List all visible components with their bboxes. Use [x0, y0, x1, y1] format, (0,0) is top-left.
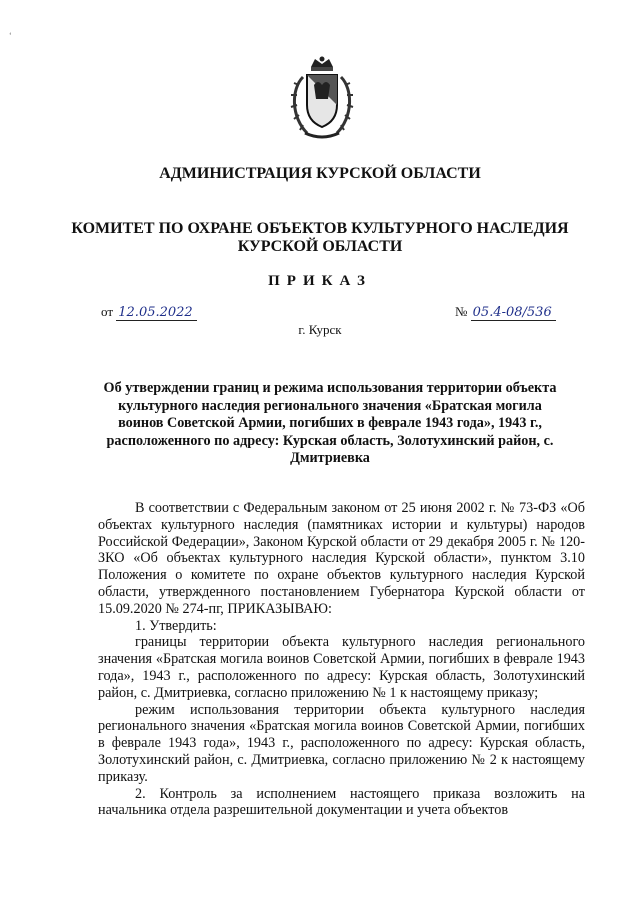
item-2: 2. Контроль за исполнением настоящего приказа возложить на начальника отдела разрешительной документации и учета объектов	[98, 785, 585, 819]
order-date	[101, 304, 197, 320]
city: г. Курск	[298, 322, 342, 337]
committee-title-line1: КОМИТЕТ ПО ОХРАНЕ ОБЪЕКТОВ КУЛЬТУРНОГО НАСЛЕДИЯ	[71, 220, 569, 237]
item-1: 1. Утвердить:	[135, 617, 217, 634]
coat-of-arms-emblem	[287, 55, 357, 143]
number-prefix: №	[455, 304, 468, 319]
preamble-paragraph: В соответствии с Федеральным законом от 25 июня 2002 г. № 73-ФЗ «Об объектах культурного наследия (памятниках истории и культуры) народов Российской Федерации», Законом Курской области от 29 декабря 2005 г. № 120-ЗКО «Об объектах культурного наследия Курской области», пунктом 3.10 Положения о комитете по охране объектов культурного наследия Курской области, утвержденного постановлением Губернатора Курской области от 15.09.2020 № 274-пг, ПРИКАЗЫВАЮ:	[98, 500, 585, 617]
item-1-regime: режим использования территории объекта культурного наследия регионального значения «Братская могила воинов Советской Армии, погибших в феврале 1943 года», 1943 г., расположенного по адресу: Курская область, Золотухинский район, с. Дмитриевка, согласно приложению № 2 к настоящему приказу.	[98, 701, 585, 785]
order-subject: Об утверждении границ и режима использования территории объекта культурного наследия регионального значения «Братская могила воинов Советской Армии, погибших в феврале 1943 года», 1943 г., расположенного по адресу: Курская область, Золотухинский район, с. Дмитриевка	[103, 380, 557, 466]
date-value: 12.05.2022	[116, 305, 196, 321]
committee-title	[0, 220, 640, 256]
document-type: ПРИКАЗ	[268, 273, 372, 289]
date-prefix: от	[101, 304, 114, 319]
scan-edge-mark: ʻ	[9, 31, 12, 40]
order-body	[98, 500, 585, 819]
committee-title-line2: КУРСКОЙ ОБЛАСТИ	[237, 238, 403, 255]
item-1-borders: границы территории объекта культурного наследия регионального значения «Братская могила воинов Советской Армии, погибших в феврале 1943 года», 1943 г., расположенного по адресу: Курская область, Золотухинский район, с. Дмитриевка, согласно приложению № 1 к настоящему приказу;	[98, 634, 585, 701]
order-number	[455, 304, 556, 320]
authority-title: АДМИНИСТРАЦИЯ КУРСКОЙ ОБЛАСТИ	[159, 165, 481, 182]
number-value: 05.4-08/536	[471, 305, 556, 321]
